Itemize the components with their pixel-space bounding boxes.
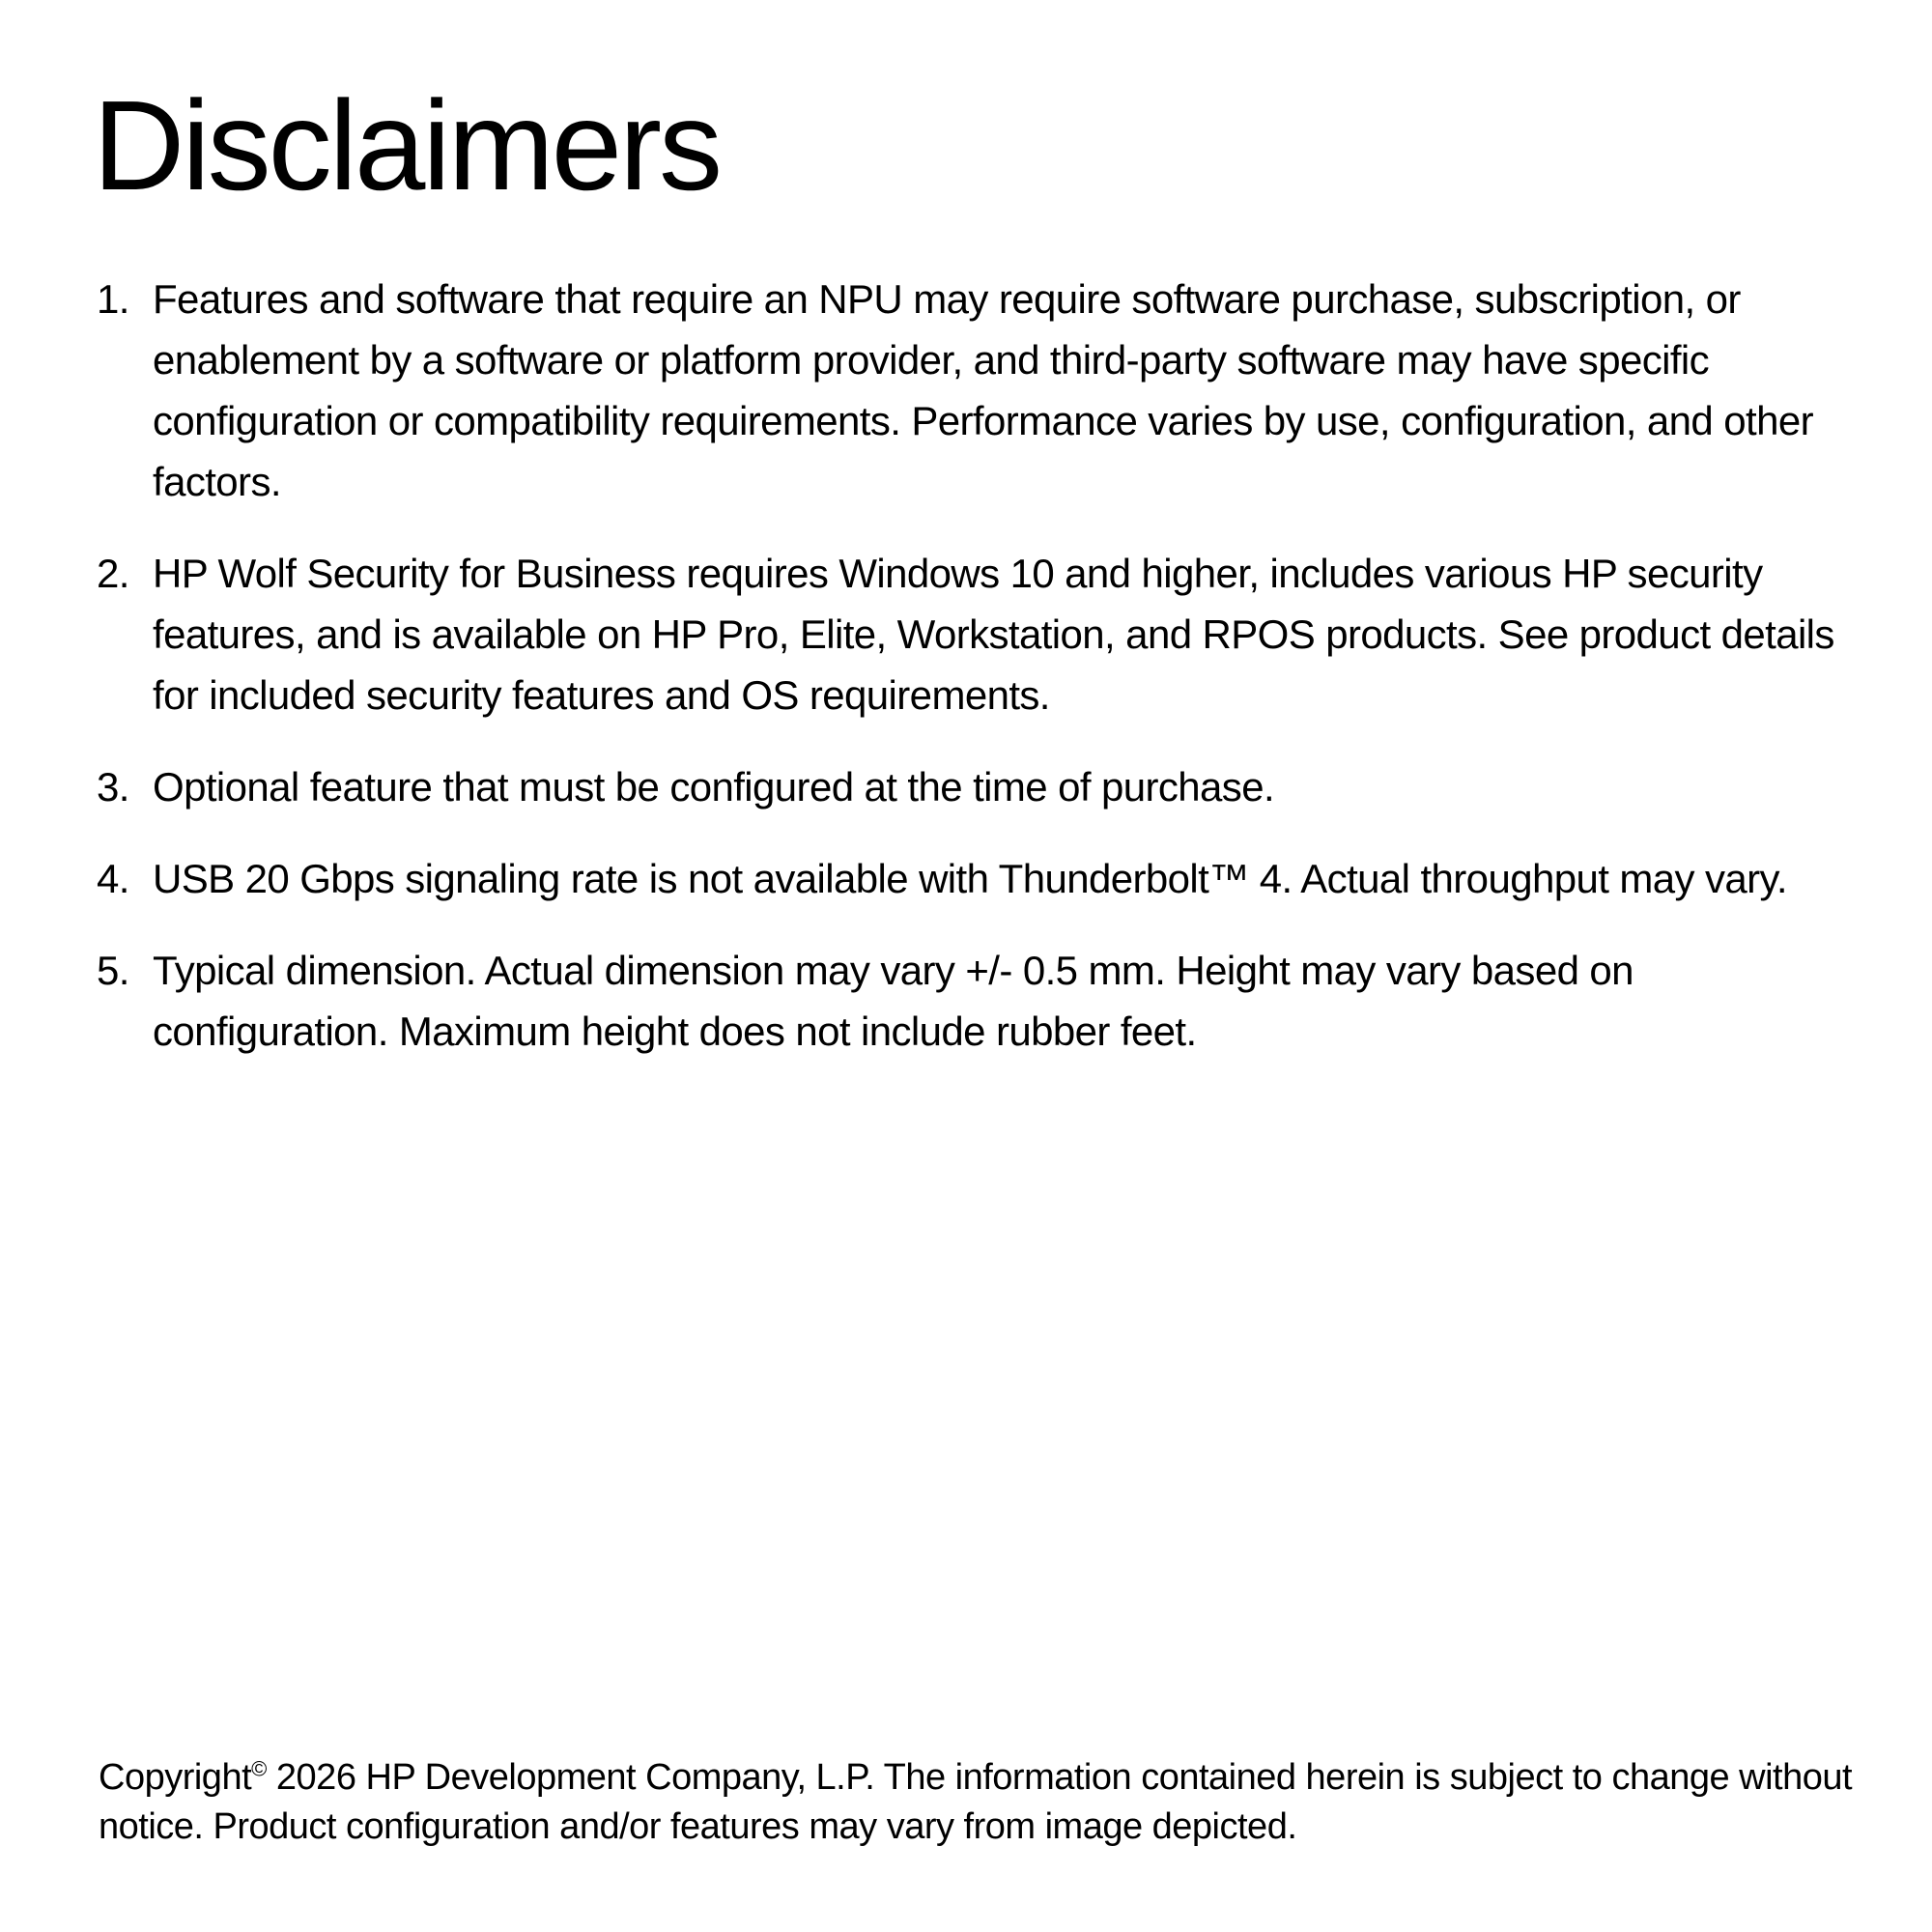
copyright-text: 2026 HP Development Company, L.P. The information contained herein is subject to change without notice. Product configuration and/or features may vary from image depicted.: [99, 1757, 1853, 1847]
disclaimer-item-5: [97, 940, 1835, 1062]
copyright-word: Copyright: [99, 1757, 252, 1798]
copyright-footer: [99, 1753, 1895, 1852]
page-title: Disclaimers: [93, 74, 721, 216]
disclaimer-item-3: [97, 756, 1835, 817]
copyright-symbol: ©: [251, 1756, 267, 1781]
disclaimer-item-2: [97, 543, 1835, 725]
disclaimer-text: Features and software that require an NPU may require software purchase, subscription, or enablement by a software or platform provider, and third-party software may have specific configuration or compatibility requirements. Performance varies by use, configuration, and other factors.: [153, 276, 1813, 504]
disclaimer-text: USB 20 Gbps signaling rate is not available with Thunderbolt™ 4. Actual throughput may vary.: [153, 856, 1787, 901]
disclaimer-number: 5.: [97, 948, 129, 993]
disclaimer-text: Typical dimension. Actual dimension may vary +/- 0.5 mm. Height may vary based on configuration. Maximum height does not include rubber feet.: [153, 948, 1634, 1054]
disclaimer-item-4: [97, 848, 1835, 909]
disclaimer-number: 4.: [97, 856, 129, 901]
disclaimer-list: [97, 269, 1835, 1093]
disclaimer-number: 2.: [97, 551, 129, 596]
disclaimer-text: HP Wolf Security for Business requires Windows 10 and higher, includes various HP security features, and is available on HP Pro, Elite, Workstation, and RPOS products. See product details for included security features and OS requirements.: [153, 551, 1834, 718]
disclaimer-item-1: [97, 269, 1835, 512]
disclaimer-number: 1.: [97, 276, 129, 322]
disclaimer-text: Optional feature that must be configured at the time of purchase.: [153, 764, 1275, 810]
disclaimer-number: 3.: [97, 764, 129, 810]
